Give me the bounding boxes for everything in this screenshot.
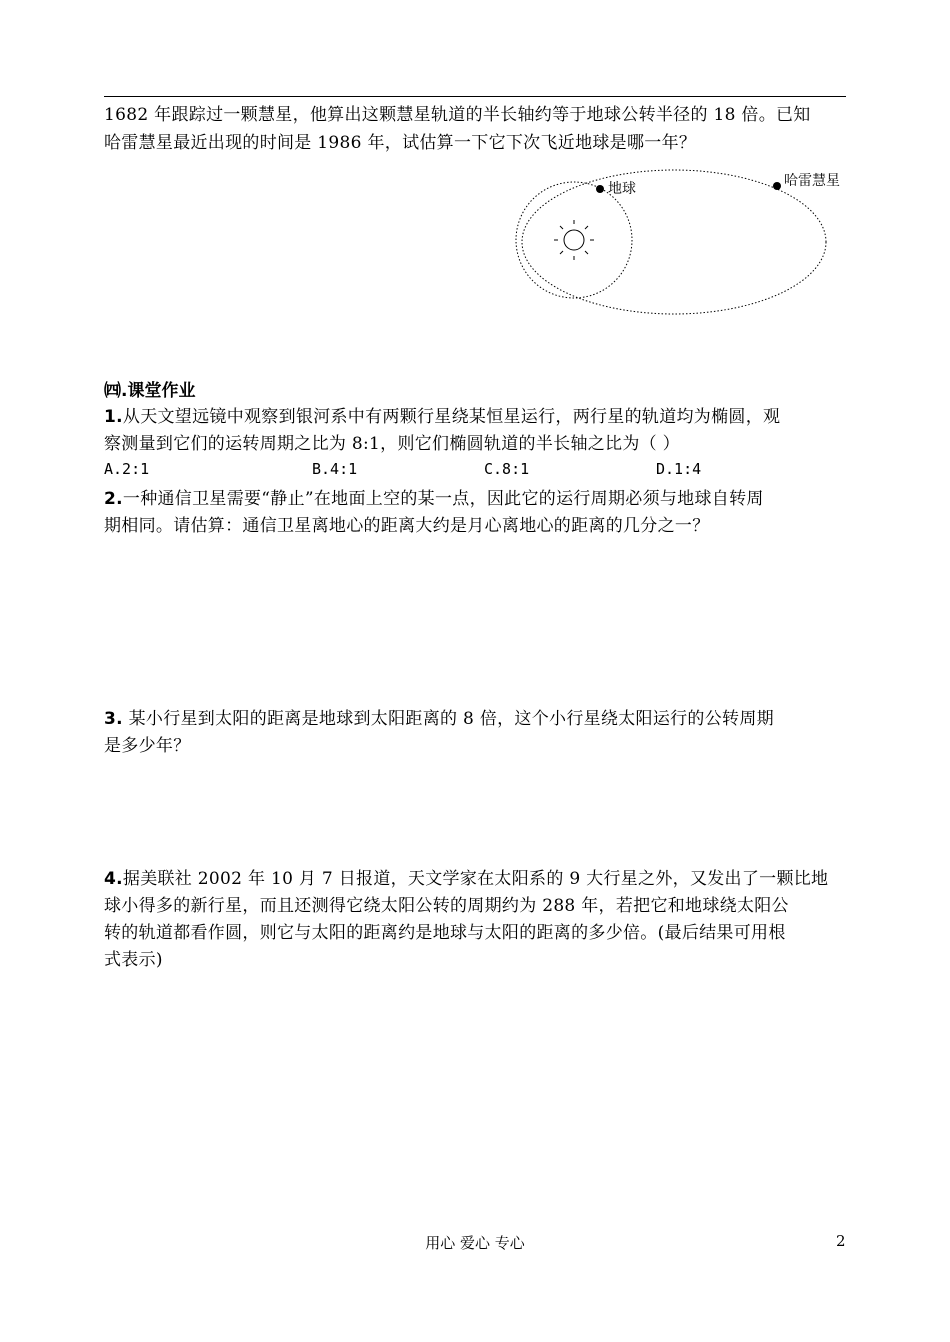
q1-line-1 <box>104 404 780 430</box>
q1-option-d: D.1:4 <box>656 460 702 478</box>
q3-text-1: 某小行星到太阳的距离是地球到太阳距离的 8 倍，这个小行星绕太阳运行的公转周期 <box>122 709 774 729</box>
page-number: 2 <box>836 1232 846 1250</box>
orbit-diagram <box>510 168 840 318</box>
q1-text-1: 从天文望远镜中观察到银河系中有两颗行星绕某恒星运行，两行星的轨道均为椭圆，观 <box>122 407 781 427</box>
intro-line-1: 1682 年跟踪过一颗慧星，他算出这颗慧星轨道的半长轴约等于地球公转半径的 18 倍。已知 <box>104 105 811 125</box>
q4-line-2: 球小得多的新行星，而且还测得它绕太阳公转的周期约为 288 年，若把它和地球绕太阳公 <box>104 896 789 916</box>
earth-label: 地球 <box>608 181 636 197</box>
footer-motto: 用心 爱心 专心 <box>425 1234 525 1252</box>
earth-orbit <box>516 182 632 298</box>
q3-line-2: 是多少年？ <box>104 736 191 756</box>
q2-number: 2. <box>104 489 123 509</box>
q3-line-1 <box>104 706 774 732</box>
section-heading: ㈣.课堂作业 <box>104 381 196 401</box>
q2-line-1 <box>104 486 764 512</box>
earth-marker <box>596 185 604 193</box>
q1-option-c: C.8:1 <box>484 460 530 478</box>
q1-line-2: 察测量到它们的运转周期之比为 8:1，则它们椭圆轨道的半长轴之比为（ ） <box>104 434 680 454</box>
q4-line-3: 转的轨道都看作圆，则它与太阳的距离约是地球与太阳的距离的多少倍。(最后结果可用根 <box>104 923 786 943</box>
intro-line-2: 哈雷慧星最近出现的时间是 1986 年，试估算一下它下次飞近地球是哪一年？ <box>104 133 697 153</box>
sun-icon <box>554 220 594 260</box>
header-rule <box>104 96 846 97</box>
q4-number: 4. <box>104 869 123 889</box>
orbit-diagram-svg <box>510 168 840 318</box>
comet-orbit <box>522 170 826 314</box>
comet-label: 哈雷慧星 <box>784 173 840 189</box>
q4-line-4: 式表示) <box>104 950 163 970</box>
q1-options <box>104 460 846 484</box>
q1-number: 1. <box>104 407 123 427</box>
q2-line-2: 期相同。请估算：通信卫星离地心的距离大约是月心离地心的距离的几分之一？ <box>104 516 710 536</box>
q2-text-1: 一种通信卫星需要“静止”在地面上空的某一点，因此它的运行周期必须与地球自转周 <box>122 489 764 509</box>
q1-option-a: A.2:1 <box>104 460 150 478</box>
q4-text-1: 据美联社 2002 年 10 月 7 日报道，天文学家在太阳系的 9 大行星之外，又发出了一颗比地 <box>122 869 829 889</box>
q3-number: 3. <box>104 709 123 729</box>
q4-line-1 <box>104 866 828 892</box>
comet-marker <box>773 182 781 190</box>
q1-option-b: B.4:1 <box>312 460 358 478</box>
